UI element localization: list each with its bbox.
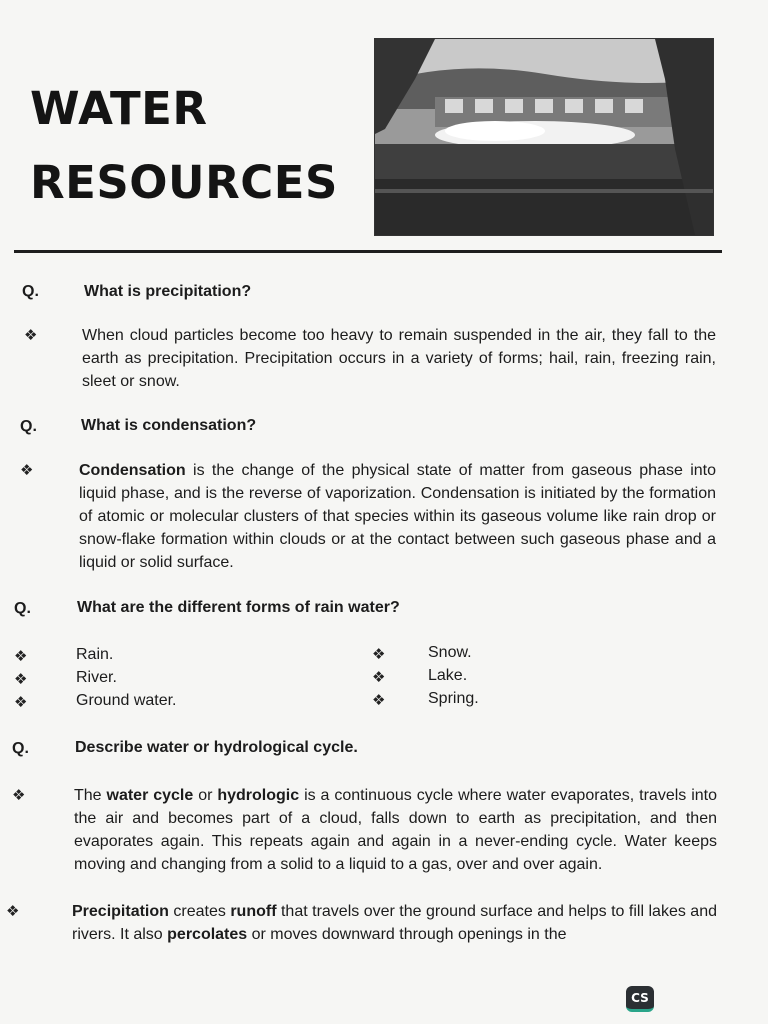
term-water-cycle: water cycle <box>106 787 194 804</box>
dam-photo <box>374 38 714 236</box>
form-ground-water: Ground water. <box>76 692 177 709</box>
form-bullet-icon: ❖ <box>372 646 386 663</box>
form-rain: Rain. <box>76 646 114 663</box>
q4-question: Describe water or hydrological cycle. <box>75 739 358 756</box>
form-river: River. <box>76 669 117 686</box>
title-line-2: RESOURCES <box>30 156 338 209</box>
q4-text: that travels over the ground surface and helps to fill lakes and rivers. It also <box>72 903 718 943</box>
q3-question: What are the different forms of rain water? <box>77 599 400 616</box>
form-spring: Spring. <box>428 690 479 707</box>
q2-answer <box>79 459 716 574</box>
form-bullet-icon: ❖ <box>14 694 28 711</box>
q2-answer-text: is the change of the physical state of matter from gaseous phase into liquid phase, and is the reverse of vaporization. Condensation is initiated by the formation of atomic or molecular clusters of that species within its gaseous volume like rain drop or snow-flake formation within clouds or at the contact between such gaseous phase and a liquid or solid surface. <box>79 462 716 571</box>
term-percolates: percolates <box>167 926 248 943</box>
q4-text: or <box>193 787 218 804</box>
q4-answer-1 <box>74 784 717 876</box>
q4-answer-2 <box>72 900 717 946</box>
form-bullet-icon: ❖ <box>14 648 28 665</box>
q1-marker: Q. <box>22 283 39 300</box>
page-title <box>30 72 338 220</box>
term-condensation: Condensation <box>79 462 186 479</box>
form-bullet-icon: ❖ <box>372 692 386 709</box>
q3-marker: Q. <box>14 600 31 617</box>
term-precipitation: Precipitation <box>72 903 169 920</box>
q1-answer: When cloud particles become too heavy to remain suspended in the air, they fall to the earth as precipitation. Precipitation occurs in a variety of forms; hail, rain, freezing rain, sleet or snow. <box>82 327 716 390</box>
q4-text: The <box>74 787 107 804</box>
term-runoff: runoff <box>230 903 277 920</box>
q2-marker: Q. <box>20 418 37 435</box>
q1-question: What is precipitation? <box>84 283 252 300</box>
q4-text: is a continuous cycle where water evaporates, travels into the air and becomes part of a cloud, falls down to earth as precipitation, and then evaporates again. This repeats again and again in a never-ending cycle. Water keeps moving and changing from a solid to a liquid to a gas, over and over again. <box>74 787 718 873</box>
camscanner-logo: CS <box>626 986 654 1012</box>
q1-bullet-icon: ❖ <box>24 327 38 344</box>
header-divider <box>14 250 722 253</box>
dam-illustration <box>375 39 713 235</box>
q4-text: or moves downward through openings in the <box>247 926 567 943</box>
q2-bullet-icon: ❖ <box>20 462 34 479</box>
term-hydrologic: hydrologic <box>217 787 300 804</box>
q4-bullet-icon: ❖ <box>12 787 26 804</box>
q2-question: What is condensation? <box>81 417 257 434</box>
q4-marker: Q. <box>12 740 29 757</box>
form-lake: Lake. <box>428 667 468 684</box>
q4-bullet-icon: ❖ <box>6 903 20 920</box>
form-snow: Snow. <box>428 644 472 661</box>
q4-text: creates <box>168 903 231 920</box>
form-bullet-icon: ❖ <box>372 669 386 686</box>
title-line-1: WATER <box>30 82 208 135</box>
form-bullet-icon: ❖ <box>14 671 28 688</box>
